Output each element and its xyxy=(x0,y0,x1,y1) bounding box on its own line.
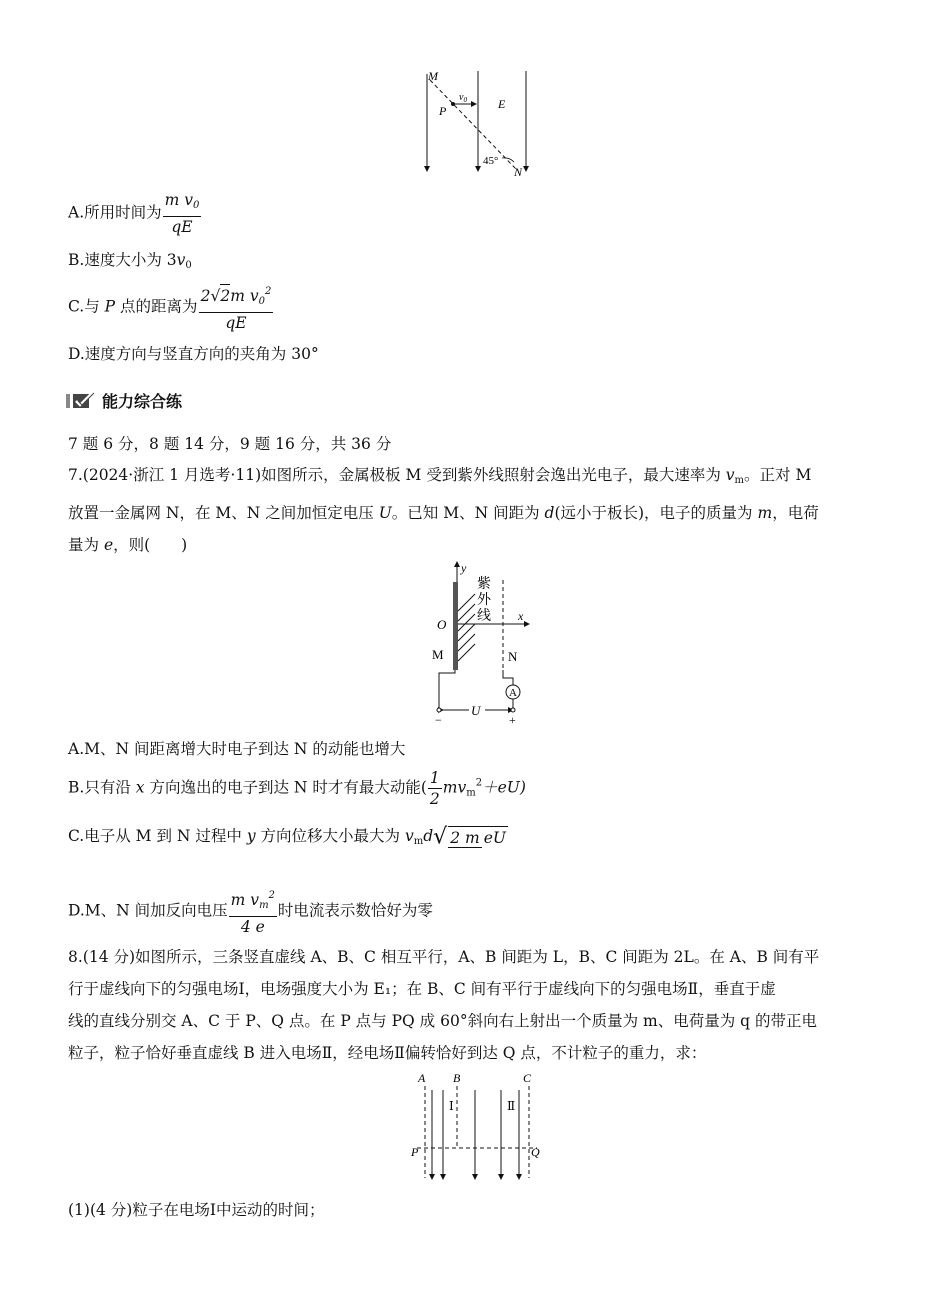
fig2-label-uv1: 紫 xyxy=(477,577,491,592)
fig2-label-uv2: 外 xyxy=(477,593,491,608)
score-line: 7 题 6 分，8 题 14 分，9 题 16 分，共 36 分 xyxy=(68,435,392,453)
fig3-label-A: A xyxy=(418,1071,426,1085)
fig2-label-minus: − xyxy=(435,713,442,726)
fig2-label-plus: + xyxy=(509,713,516,726)
checklist-icon xyxy=(66,391,96,411)
fig2-label-x: x xyxy=(518,609,524,623)
q8-stem: 8.(14 分)如图所示，三条竖直虚线 A、B、C 相互平行，A、B 间距为 L，B、C 间距为 2L。在 A、B 间有平 行于虚线向下的匀强电场Ⅰ，电场强度大小为 E₁；在 B、C 间有平行于虚线向下的匀强电场Ⅱ，垂直于虚 线的直线分别交 A、C 于 P、Q 点。在 P 点与 PQ 成 60°斜向右上射出一个质量为 m、电荷量为 q 的带正电 粒子，粒子恰好垂直虚线 B 进入电场Ⅱ，经电场Ⅱ偏转恰好到达 Q 点，不计粒子的重力，求： xyxy=(68,948,820,1062)
fig3-label-P: P xyxy=(411,1145,419,1159)
figure-mpn-field xyxy=(418,66,538,186)
fig1-label-P: P xyxy=(439,104,447,118)
q7-option-a: A.M、N 间距离增大时电子到达 N 的动能也增大 xyxy=(68,740,406,758)
fig1-label-M: M xyxy=(428,69,438,83)
fig2-label-uv3: 线 xyxy=(477,609,491,624)
q7-option-c: C.电子从 M 到 N 过程中 y 方向位移大小最大为 $v_md√$ 2 m eU xyxy=(68,824,506,850)
q6-option-b: B.速度大小为 $3v_0$ xyxy=(68,251,192,271)
fig2-label-y: y xyxy=(461,561,467,575)
fig3-label-I: Ⅰ xyxy=(449,1099,454,1113)
fig1-label-angle: 45° xyxy=(483,155,499,167)
q8-subquestion-1: (1)(4 分)粒子在电场Ⅰ中运动的时间； xyxy=(68,1201,325,1219)
plate-m xyxy=(453,582,458,670)
fig3-label-II: Ⅱ xyxy=(507,1099,516,1113)
fig2-label-ammeter: A xyxy=(509,687,517,699)
fig2-label-U: U xyxy=(471,703,481,718)
fig2-label-O: O xyxy=(437,617,447,632)
q6-option-a: A.所用时间为 $\frac{m v_0}{qE}$ xyxy=(68,191,200,236)
q6-option-c: C.与 P 点的距离为 $\frac{2√2m v_0^2}{qE}$ xyxy=(68,282,274,333)
fig1-label-v0: $v_0$ xyxy=(459,92,467,104)
q7-option-b: B.只有沿 x 方向逸出的电子到达 N 时才有最大动能( $\frac{1}{2}$ $mv_m^2+eU$) xyxy=(68,769,526,808)
fig3-label-Q: Q xyxy=(531,1145,540,1159)
q7-option-d: D.M、N 间加反向电压 $\frac{m v_m^2}{4 e}$ 时电流表示数恰好为零 xyxy=(68,886,433,937)
q6-option-d: D.速度方向与竖直方向的夹角为 30° xyxy=(68,345,319,363)
fig2-label-N: N xyxy=(508,649,518,664)
fig1-label-E: E xyxy=(498,97,506,111)
q7-stem: 7.(2024·浙江 1 月选考·11)如图所示，金属极板 M 受到紫外线照射会逸出光电子，最大速率为 $v_m$。正对 M 放置一金属网 N，在 M、N 之间加恒定电压 U。已知 M、N 间距为 d(远小于板长)，电子的质量为 m，电荷 量为 e，则( ) xyxy=(68,466,819,554)
fig3-label-C: C xyxy=(523,1071,532,1085)
figure-photoelectric xyxy=(425,560,545,726)
section-header xyxy=(66,389,182,412)
fig1-label-N: N xyxy=(514,165,523,179)
section-title: 能力综合练 xyxy=(102,392,183,411)
fig2-label-M: M xyxy=(432,647,444,662)
fig3-label-B: B xyxy=(453,1071,461,1085)
figure-three-lines xyxy=(405,1070,555,1182)
